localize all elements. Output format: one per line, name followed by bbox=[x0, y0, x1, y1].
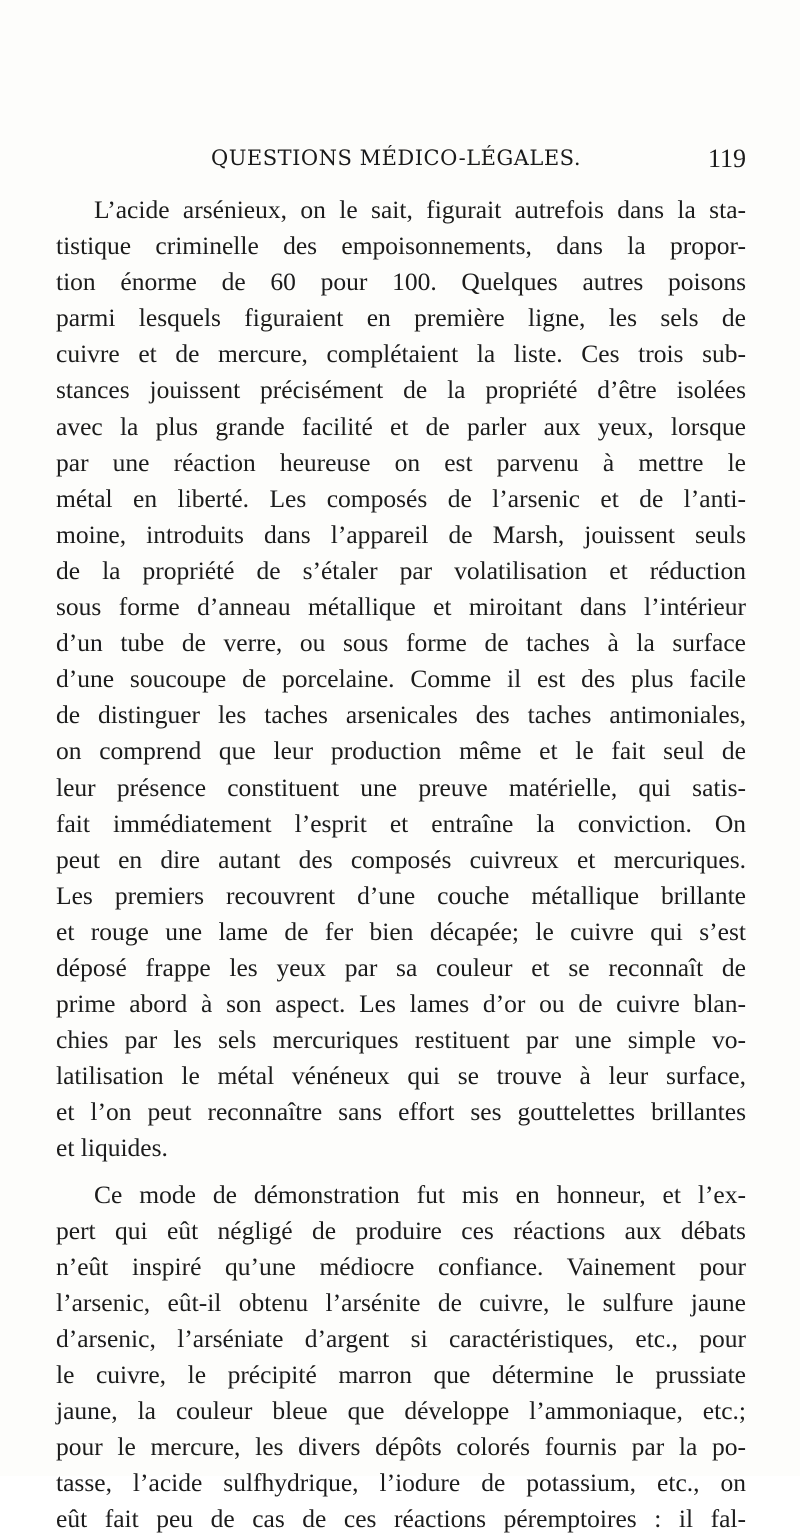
text-line: cuivre et de mercure, complétaient la liste. Ces trois sub- bbox=[56, 339, 746, 369]
paragraph-2 bbox=[56, 1177, 746, 1537]
text-line: jaune, la couleur bleue que développe l’ammoniaque, etc.; bbox=[56, 1396, 746, 1426]
body-text bbox=[56, 192, 746, 1537]
text-line: pour le mercure, les divers dépôts colorés fournis par la po- bbox=[56, 1432, 746, 1462]
text-line: de la propriété de s’étaler par volatilisation et réduction bbox=[56, 555, 746, 585]
text-line: on comprend que leur production même et le fait seul de bbox=[56, 736, 746, 766]
text-line: eût fait peu de cas de ces réactions péremptoires : il fal- bbox=[56, 1504, 746, 1534]
text-line: stances jouissent précisément de la propriété d’être isolées bbox=[56, 375, 746, 405]
text-line: par une réaction heureuse on est parvenu à mettre le bbox=[56, 447, 746, 477]
text-line: de distinguer les taches arsenicales des taches antimoniales, bbox=[56, 700, 746, 730]
text-line: sous forme d’anneau métallique et miroitant dans l’intérieur bbox=[56, 592, 746, 622]
text-line: d’un tube de verre, ou sous forme de taches à la surface bbox=[56, 628, 746, 658]
text-line: tion énorme de 60 pour 100. Quelques autres poisons bbox=[56, 267, 746, 297]
text-line: Les premiers recouvrent d’une couche métallique brillante bbox=[56, 880, 746, 910]
text-line: parmi lesquels figuraient en première ligne, les sels de bbox=[56, 303, 746, 333]
text-line: Ce mode de démonstration fut mis en honneur, et l’ex- bbox=[94, 1179, 746, 1209]
text-line: l’arsenic, eût-il obtenu l’arsénite de cuivre, le sulfure jaune bbox=[56, 1287, 746, 1317]
text-line: tistique criminelle des empoisonnements, dans la propor- bbox=[56, 231, 746, 261]
text-line: avec la plus grande facilité et de parler aux yeux, lorsque bbox=[56, 411, 746, 441]
paragraph-gap bbox=[56, 1167, 746, 1177]
text-line: moine, introduits dans l’appareil de Marsh, jouissent seuls bbox=[56, 519, 746, 549]
paragraph-1 bbox=[56, 192, 746, 1167]
page-number: 119 bbox=[707, 144, 746, 173]
text-line: d’une soucoupe de porcelaine. Comme il est des plus facile bbox=[56, 664, 746, 694]
text-line: latilisation le métal vénéneux qui se trouve à leur surface, bbox=[56, 1061, 746, 1091]
running-head bbox=[56, 146, 746, 180]
text-line: tasse, l’acide sulfhydrique, l’iodure de potassium, etc., on bbox=[56, 1468, 746, 1498]
text-line: et l’on peut reconnaître sans effort ses gouttelettes brillantes bbox=[56, 1097, 746, 1127]
text-line: métal en liberté. Les composés de l’arsenic et de l’anti- bbox=[56, 483, 746, 513]
text-line: peut en dire autant des composés cuivreux et mercuriques. bbox=[56, 844, 746, 874]
text-line: et liquides. bbox=[56, 1133, 168, 1163]
text-line: L’acide arsénieux, on le sait, figurait autrefois dans la sta- bbox=[94, 195, 746, 224]
text-line: n’eût inspiré qu’une médiocre confiance. Vainement pour bbox=[56, 1251, 746, 1281]
text-line: d’arsenic, l’arséniate d’argent si caractéristiques, etc., pour bbox=[56, 1323, 746, 1353]
text-line: déposé frappe les yeux par sa couleur et se reconnaît de bbox=[56, 952, 746, 982]
text-line: pert qui eût négligé de produire ces réactions aux débats bbox=[56, 1215, 746, 1245]
running-title: QUESTIONS MÉDICO-LÉGALES. bbox=[210, 146, 582, 170]
text-line: chies par les sels mercuriques restituent par une simple vo- bbox=[56, 1025, 746, 1055]
text-line: et rouge une lame de fer bien décapée; le cuivre qui s’est bbox=[56, 916, 746, 946]
text-line: prime abord à son aspect. Les lames d’or ou de cuivre blan- bbox=[56, 989, 746, 1019]
text-line: leur présence constituent une preuve matérielle, qui satis- bbox=[56, 772, 746, 802]
text-line: fait immédiatement l’esprit et entraîne la conviction. On bbox=[56, 808, 746, 838]
text-line: le cuivre, le précipité marron que détermine le prussiate bbox=[56, 1360, 746, 1389]
